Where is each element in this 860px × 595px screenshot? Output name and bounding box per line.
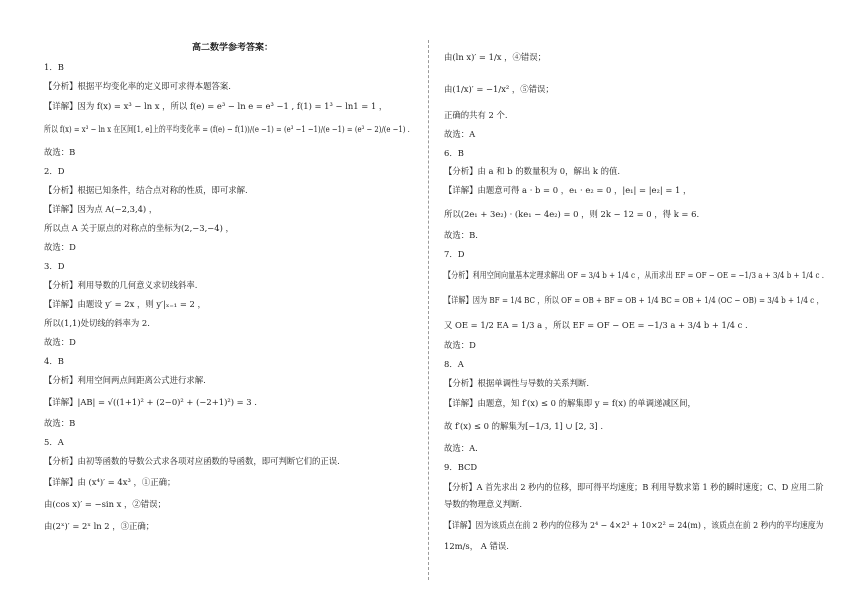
answer-line: 所以(1,1)处切线的斜率为 2.: [44, 318, 150, 328]
answer-line: 【详解】因为该质点在前 2 秒内的位移为 2⁴ − 4×2³ + 10×2² = 24(m) ，该质点在前 2 秒内的平均速度为: [444, 520, 824, 530]
answer-line: 【分析】根据平均变化率的定义即可求得本题答案.: [44, 81, 231, 91]
answer-line: 【详解】由题意可得 a · b = 0 ，e₁ · e₂ = 0 ，|e₁| = |e₂| = 1 ，: [444, 185, 692, 195]
answer-line: 故选：A.: [444, 443, 478, 453]
answer-line: 【详解】|AB| = √((1+1)² + (2−0)² + (−2+1)²) = 3 .: [44, 397, 257, 407]
answer-line: 【详解】因为点 A(−2,3,4) ，: [44, 204, 158, 214]
answer-line: 所以点 A 关于原点的对称点的坐标为(2,−3,−4) ，: [44, 223, 234, 233]
page-title: 高二数学参考答案：: [192, 43, 274, 53]
answer-line: 【分析】根据单调性与导数的关系判断.: [444, 378, 590, 388]
answer-line: 6．B: [444, 148, 464, 158]
answer-line: 故选：A: [444, 129, 476, 139]
answer-line: 3．D: [44, 261, 65, 271]
answer-line: 7．D: [444, 249, 465, 259]
answer-line: 9．BCD: [444, 462, 478, 472]
answer-line: 又 OE = 1/2 EA = 1/3 a ，所以 EF = OF − OE = −1/3 a + 3/4 b + 1/4 c .: [444, 320, 748, 330]
answer-line: 【分析】利用导数的几何意义求切线斜率.: [44, 280, 198, 290]
answer-line: 【详解】由题设 y′ = 2x ，则 y′|ₓ₌₁ = 2 ，: [44, 299, 206, 309]
answer-line: 2．D: [44, 166, 65, 176]
answer-line: 导数的物理意义判断.: [444, 499, 523, 509]
answer-line: 【详解】由 (x⁴)′ = 4x³ ，①正确；: [44, 477, 176, 487]
answer-line: 故选：D: [44, 242, 76, 252]
answer-line: 故 f′(x) ≤ 0 的解集为[−1/3, 1] ∪ [2, 3] .: [444, 421, 603, 431]
answer-line: 所以(2e₁ + 3e₂) · (ke₁ − 4e₂) = 0 ，则 2k − 12 = 0 ，得 k = 6.: [444, 209, 700, 219]
answer-line: 5．A: [44, 437, 64, 447]
answer-line: 4．B: [44, 356, 64, 366]
answer-line: 所以 f(x) = x³ − ln x 在区间[1, e]上的平均变化率 = (f(e) − f(1))/(e −1) = (e³ −1 −1)/(e −1) = (e³ − 2)/(e −1) .: [44, 124, 410, 134]
answer-line: 由(1/x)′ = −1/x² ，⑤错误；: [444, 84, 554, 94]
answer-line: 故选：D: [44, 337, 76, 347]
answer-line: 【详解】由题意，知 f′(x) ≤ 0 的解集即 y = f(x) 的单调递减区间，: [444, 398, 696, 408]
answer-line: 由(cos x)′ = −sin x ，②错误；: [44, 499, 166, 509]
answer-line: 故选：B: [44, 418, 76, 428]
answer-line: 【详解】因为 f(x) = x³ − ln x ，所以 f(e) = e³ − ln e = e³ −1 , f(1) = 1³ − ln1 = 1 ，: [44, 101, 388, 111]
answer-line: 【分析】A 首先求出 2 秒内的位移，即可得平均速度；B 利用导数求第 1 秒的瞬时速度；C、D 应用二阶: [444, 482, 824, 492]
answer-line: 【分析】由初等函数的导数公式求各项对应函数的导函数，即可判断它们的正误.: [44, 456, 340, 466]
answer-line: 12m/s， A 错误.: [444, 541, 509, 551]
answer-line: 正确的共有 2 个.: [444, 110, 508, 120]
answer-line: 8．A: [444, 359, 464, 369]
answer-line: 【分析】利用空间向量基本定理求解出 OF = 3/4 b + 1/4 c ，从而求出 EF = OF − OE = −1/3 a + 3/4 b + 1/4 c .: [444, 270, 824, 280]
answer-line: 【分析】由 a 和 b 的数量积为 0，解出 k 的值.: [444, 166, 621, 176]
answer-line: 1．B: [44, 62, 64, 72]
answer-line: 故选：D: [444, 340, 476, 350]
answer-line: 故选：B: [44, 147, 76, 157]
answer-line: 【分析】利用空间两点间距离公式进行求解.: [44, 375, 206, 385]
answer-line: 【详解】因为 BF = 1/4 BC ，所以 OF = OB + BF = OB + 1/4 BC = OB + 1/4 (OC − OB) = 3/4 b + 1/4 c ，: [444, 295, 824, 305]
column-separator: [428, 40, 429, 580]
answer-line: 由(2ˣ)′ = 2ˣ ln 2 ，③正确；: [44, 521, 155, 531]
answer-line: 【分析】根据已知条件，结合点对称的性质，即可求解.: [44, 185, 248, 195]
answer-line: 由(ln x)′ = 1/x ，④错误；: [444, 52, 547, 62]
answer-line: 故选：B.: [444, 230, 478, 240]
